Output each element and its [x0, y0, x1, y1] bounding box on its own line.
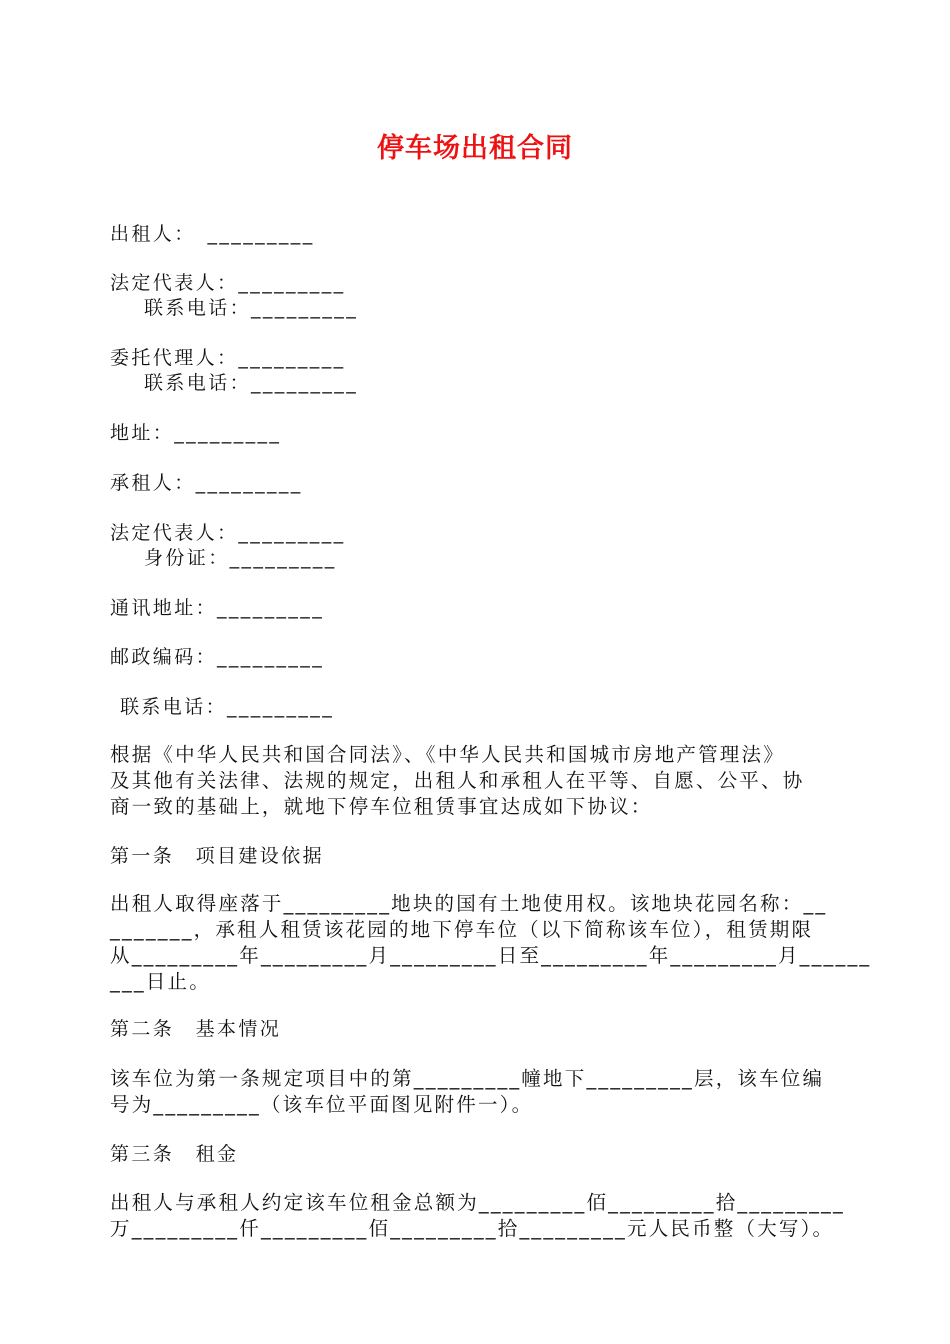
lessee-address-field: 通讯地址：_________ [110, 597, 325, 619]
article2-paragraph [110, 1066, 850, 1118]
lessee-postcode-field: 邮政编码：_________ [110, 646, 325, 668]
lessor-address-field: 地址：_________ [110, 422, 282, 444]
preamble-line: 根据《中华人民共和国合同法》、《中华人民共和国城市房地产管理法》 [110, 743, 785, 766]
lessor-agent-field: 委托代理人：_________ [110, 347, 346, 369]
lessor-legal-rep-field: 法定代表人：_________ [110, 272, 346, 294]
article1-heading: 第一条 项目建设依据 [110, 845, 325, 867]
document-title: 停车场出租合同 [377, 133, 573, 164]
article1-line: 出租人取得座落于_________地块的国有土地使用权。该地块花园名称：__ [110, 892, 828, 915]
article1-line: ___日止。 [110, 970, 211, 993]
article1-paragraph [110, 891, 872, 995]
article2-line: 号为_________（该车位平面图见附件一）。 [110, 1093, 534, 1116]
article3-paragraph [110, 1190, 850, 1242]
article3-heading: 第三条 租金 [110, 1143, 239, 1165]
lessor-phone-field: 联系电话：_________ [144, 297, 359, 319]
lessee-phone-field: 联系电话：_________ [120, 696, 335, 718]
preamble-line: 商一致的基础上，就地下停车位租赁事宜达成如下协议： [110, 795, 653, 818]
lessee-id-field: 身份证：_________ [144, 547, 337, 569]
article2-line: 该车位为第一条规定项目中的第_________幢地下_________层，该车位编 [110, 1067, 825, 1090]
preamble-line: 及其他有关法律、法规的规定，出租人和承租人在平等、自愿、公平、协 [110, 769, 805, 792]
article3-line: 出租人与承租人约定该车位租金总额为_________佰_________拾_________ [110, 1191, 845, 1214]
lessor-agent-phone-field: 联系电话：_________ [144, 372, 359, 394]
preamble-paragraph [110, 742, 850, 820]
article1-line: 从_________年_________月_________日至_________年_________月______ [110, 944, 872, 967]
lessee-legal-rep-field: 法定代表人：_________ [110, 522, 346, 544]
article2-heading: 第二条 基本情况 [110, 1018, 282, 1040]
article3-line: 万_________仟_________佰_________拾_________元人民币整（大写）。 [110, 1217, 835, 1240]
lessor-field: 出租人： _________ [110, 223, 315, 245]
article1-line: _______，承租人租赁该花园的地下停车位（以下简称该车位），租赁期限 [110, 918, 814, 941]
lessee-field: 承租人：_________ [110, 472, 303, 494]
